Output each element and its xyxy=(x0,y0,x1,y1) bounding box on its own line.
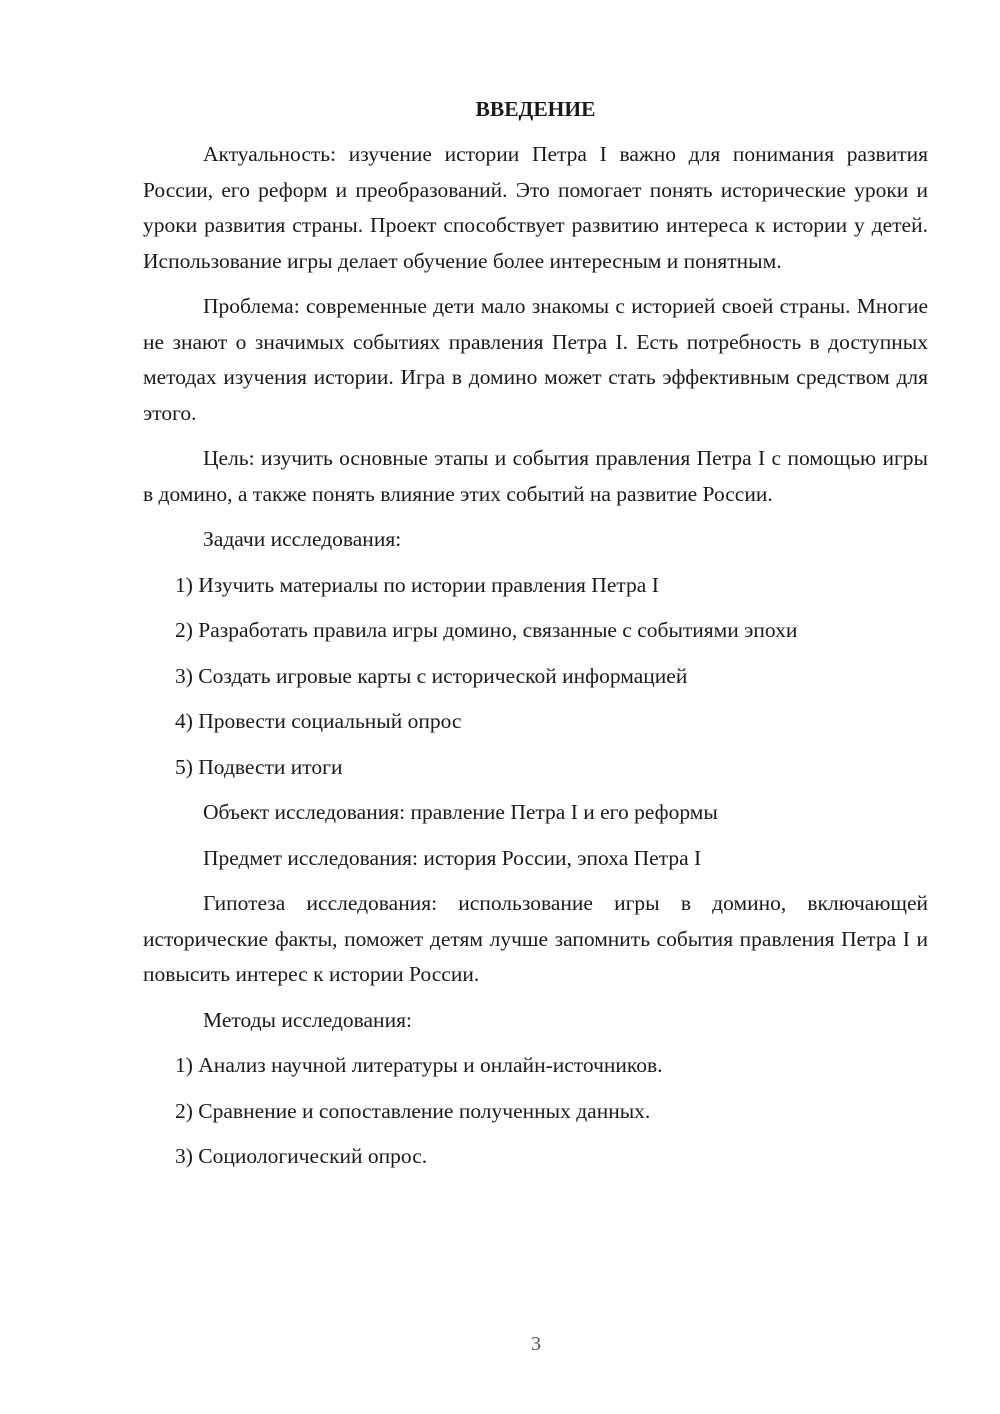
relevance-paragraph: Актуальность: изучение истории Петра I важно для понимания развития России, его реформ и преобразований. Это помогает понять исторические уроки и уроки развития страны. Проект способствует развитию интереса к истории у детей. Использование игры делает обучение более интересным и понятным. xyxy=(143,142,928,273)
task-item: 3) Создать игровые карты с исторической информацией xyxy=(175,663,688,688)
task-item: 4) Провести социальный опрос xyxy=(175,709,462,733)
methods-heading: Методы исследования: xyxy=(203,1007,412,1032)
research-object: Объект исследования: правление Петра I и его реформы xyxy=(203,800,718,824)
method-item: 3) Социологический опрос. xyxy=(175,1144,428,1168)
task-item: 5) Подвести итоги xyxy=(175,754,343,779)
page-content xyxy=(143,92,928,1185)
tasks-heading: Задачи исследования: xyxy=(203,527,402,551)
method-item: 1) Анализ научной литературы и онлайн-источников. xyxy=(175,1053,663,1077)
page-number: 3 xyxy=(531,1333,541,1355)
method-item: 2) Сравнение и сопоставление полученных данных. xyxy=(175,1098,651,1123)
hypothesis-paragraph: Гипотеза исследования: использование игры в домино, включающей исторические факты, поможет детям лучше запомнить события правления Петра I и повысить интерес к истории России. xyxy=(143,891,928,986)
page-title: ВВЕДЕНИЕ xyxy=(475,97,596,121)
problem-paragraph: Проблема: современные дети мало знакомы с историей своей страны. Многие не знают о значимых событиях правления Петра I. Есть потребность в доступных методах изучения истории. Игра в домино может стать эффективным средством для этого. xyxy=(143,294,928,425)
task-item: 2) Разработать правила игры домино, связанные с событиями эпохи xyxy=(175,618,798,642)
task-item: 1) Изучить материалы по истории правления Петра I xyxy=(175,572,659,597)
research-subject: Предмет исследования: история России, эпоха Петра I xyxy=(203,845,702,870)
goal-paragraph: Цель: изучить основные этапы и события правления Петра I с помощью игры в домино, а также понять влияние этих событий на развитие России. xyxy=(143,446,928,506)
